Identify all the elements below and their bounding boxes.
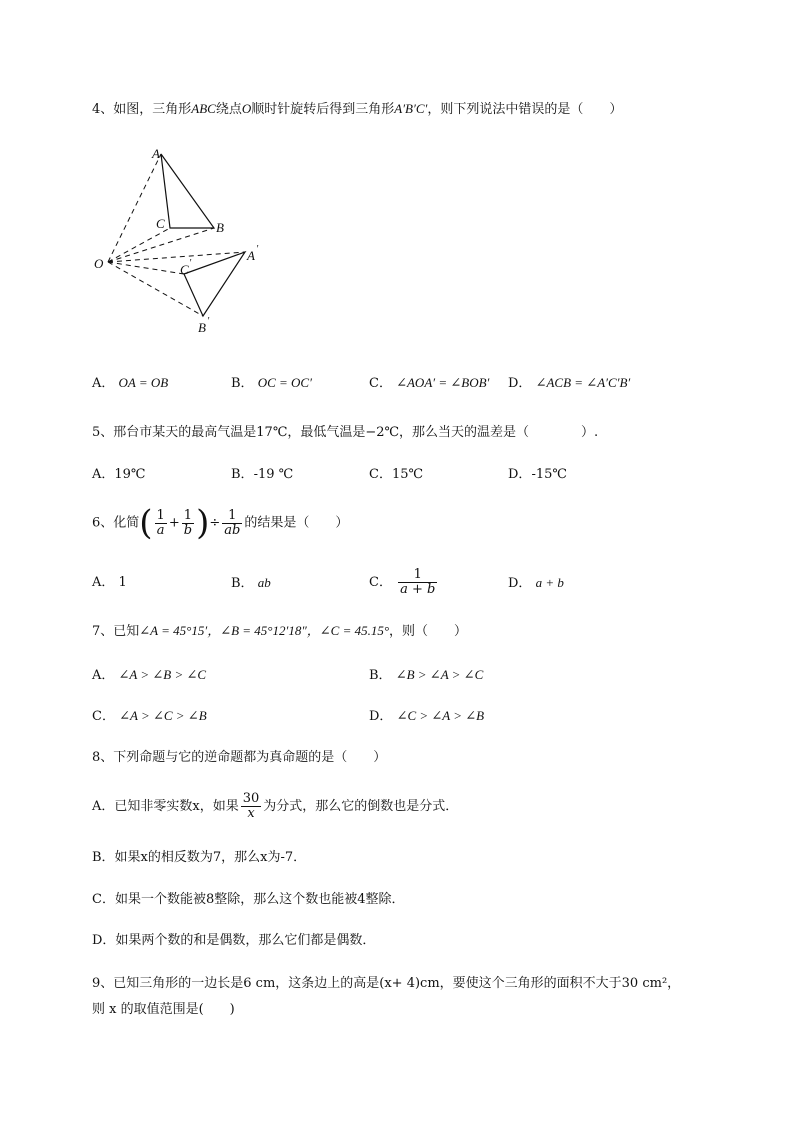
option-key: C． [369,575,392,590]
triangle-abc [161,154,214,228]
q5-option-b[interactable] [231,466,293,484]
option-key: A． [92,467,115,482]
q7-option-a[interactable] [92,666,206,685]
fraction-1-over-ab [222,509,242,538]
option-key: D． [508,576,532,591]
denominator: ab [224,522,241,538]
option-expr: ab [257,575,271,590]
prime-mark: ′ [189,258,192,269]
numerator: 1 [156,507,165,523]
label-a: A [152,146,160,161]
option-key: A． [92,668,115,683]
q4-stem [92,100,622,119]
option-text: A．已知非零实数x，如果 [92,799,239,814]
label-o: O [94,256,104,271]
q8-option-d[interactable]: D．如果两个数的和是偶数，那么它们都是偶数． [92,933,376,948]
option-key: B． [231,467,254,482]
label-b: B [216,220,224,235]
q9-stem-line1: 9、已知三角形的一边长是6 cm，这条边上的高是(x+ 4)cm，要使这个三角形的面积不大于30 cm²， [92,976,681,991]
q7-option-d[interactable] [369,707,484,726]
option-key: C． [92,709,115,724]
q4-text: ，则下列说法中错误的是（ ） [427,102,623,117]
option-text: 为分式，那么它的倒数也是分式． [263,799,459,814]
option-expr: ∠C > ∠A > ∠B [396,708,485,723]
option-expr: ∠ACB = ∠A′C′B′ [535,375,631,390]
option-expr: a + b [535,575,564,590]
q4-option-b[interactable] [231,374,312,393]
q4-point-o: O [241,101,252,116]
label-c: C [156,216,165,231]
q6-option-c[interactable] [369,566,439,600]
denominator: a + b [400,582,436,597]
q4-triangle-prime-name: A′B′C′ [394,101,428,116]
option-key: D． [369,709,393,724]
numerator: 1 [398,568,437,583]
option-key: D． [508,467,532,482]
triangle-abc-prime [184,252,245,316]
q6-stem [92,503,349,543]
q6-option-b[interactable] [231,574,271,593]
q4-text: 4、如图，三角形 [92,102,192,117]
option-key: A． [92,575,115,590]
q8-option-b[interactable]: B．如果x的相反数为7，那么x为-7． [92,850,307,865]
q5-stem: 5、邢台市某天的最高气温是17℃，最低气温是−2℃，那么当天的温差是（ ）. [92,425,599,440]
option-expr: 15℃ [391,467,424,482]
option-expr: ∠B > ∠A > ∠C [395,667,484,682]
divide-sign: ÷ [209,515,221,531]
fraction-1-over-a [155,509,167,538]
q5-option-d[interactable] [508,466,567,484]
q4-text: 绕点 [215,102,242,117]
prime-mark: ′ [207,316,210,327]
q7-angles: ∠A = 45°15′，∠B = 45°12′18″，∠C = 45.15° [139,623,390,638]
label-c-prime: C [180,262,189,277]
option-key: C． [369,467,392,482]
label-b-prime: B [198,320,206,335]
numerator: 30 [242,791,260,806]
q6-option-a[interactable] [92,574,127,592]
denominator: x [247,806,255,821]
fraction-1-over-b [182,509,194,538]
q8-option-c[interactable]: C．如果一个数能被8整除，那么这个数也能被4整除． [92,892,405,907]
q8-stem: 8、下列命题与它的逆命题都为真命题的是（ ） [92,750,387,765]
right-paren: ) [196,503,210,543]
option-key: D． [508,376,532,391]
rotation-dashed-lines [108,154,245,316]
option-key: C． [369,376,392,391]
rotation-figure [90,140,280,340]
fraction-1-over-a-plus-b [398,568,437,597]
left-paren: ( [139,503,153,543]
option-expr: ∠AOA′ = ∠BOB′ [396,375,490,390]
q7-option-c[interactable] [92,707,207,726]
option-expr: 1 [118,575,127,590]
option-expr: OC = OC′ [257,375,312,390]
q6-text: 的结果是（ ） [244,515,349,531]
q9-stem-line2: 则 x 的取值范围是( ) [92,1002,235,1017]
q4-option-c[interactable] [369,374,489,393]
plus-sign: + [168,515,180,531]
option-expr: 19℃ [114,467,146,482]
q4-triangle-name: ABC [191,101,216,116]
q7-option-b[interactable] [369,666,483,685]
option-key: B． [231,576,254,591]
q7-stem [92,622,467,641]
fraction-30-over-x [241,792,262,821]
q6-option-d[interactable] [508,574,564,593]
q4-option-a[interactable] [92,374,168,393]
label-a-prime: A [247,248,255,263]
numerator: 1 [222,509,242,524]
q4-option-d[interactable] [508,374,630,393]
option-key: B． [369,668,392,683]
option-key: B． [231,376,254,391]
denominator: a [156,522,165,538]
option-expr: -15℃ [531,467,567,482]
denominator: b [183,522,193,538]
option-key: A． [92,376,115,391]
q6-text: 6、化简 [92,515,140,531]
q4-text: 顺时针旋转后得到三角形 [251,102,395,117]
q7-text: 7、已知 [92,624,140,639]
q7-text: ，则（ ） [389,624,468,639]
q5-option-c[interactable] [369,466,423,484]
numerator: 1 [182,509,194,524]
option-expr: ∠A > ∠B > ∠C [118,667,207,682]
option-expr: ∠A > ∠C > ∠B [119,708,207,723]
q8-option-a[interactable] [92,790,458,824]
q5-option-a[interactable] [92,466,145,484]
option-expr: -19 ℃ [253,467,294,482]
option-expr: OA = OB [118,375,169,390]
prime-mark: ′ [256,244,259,255]
